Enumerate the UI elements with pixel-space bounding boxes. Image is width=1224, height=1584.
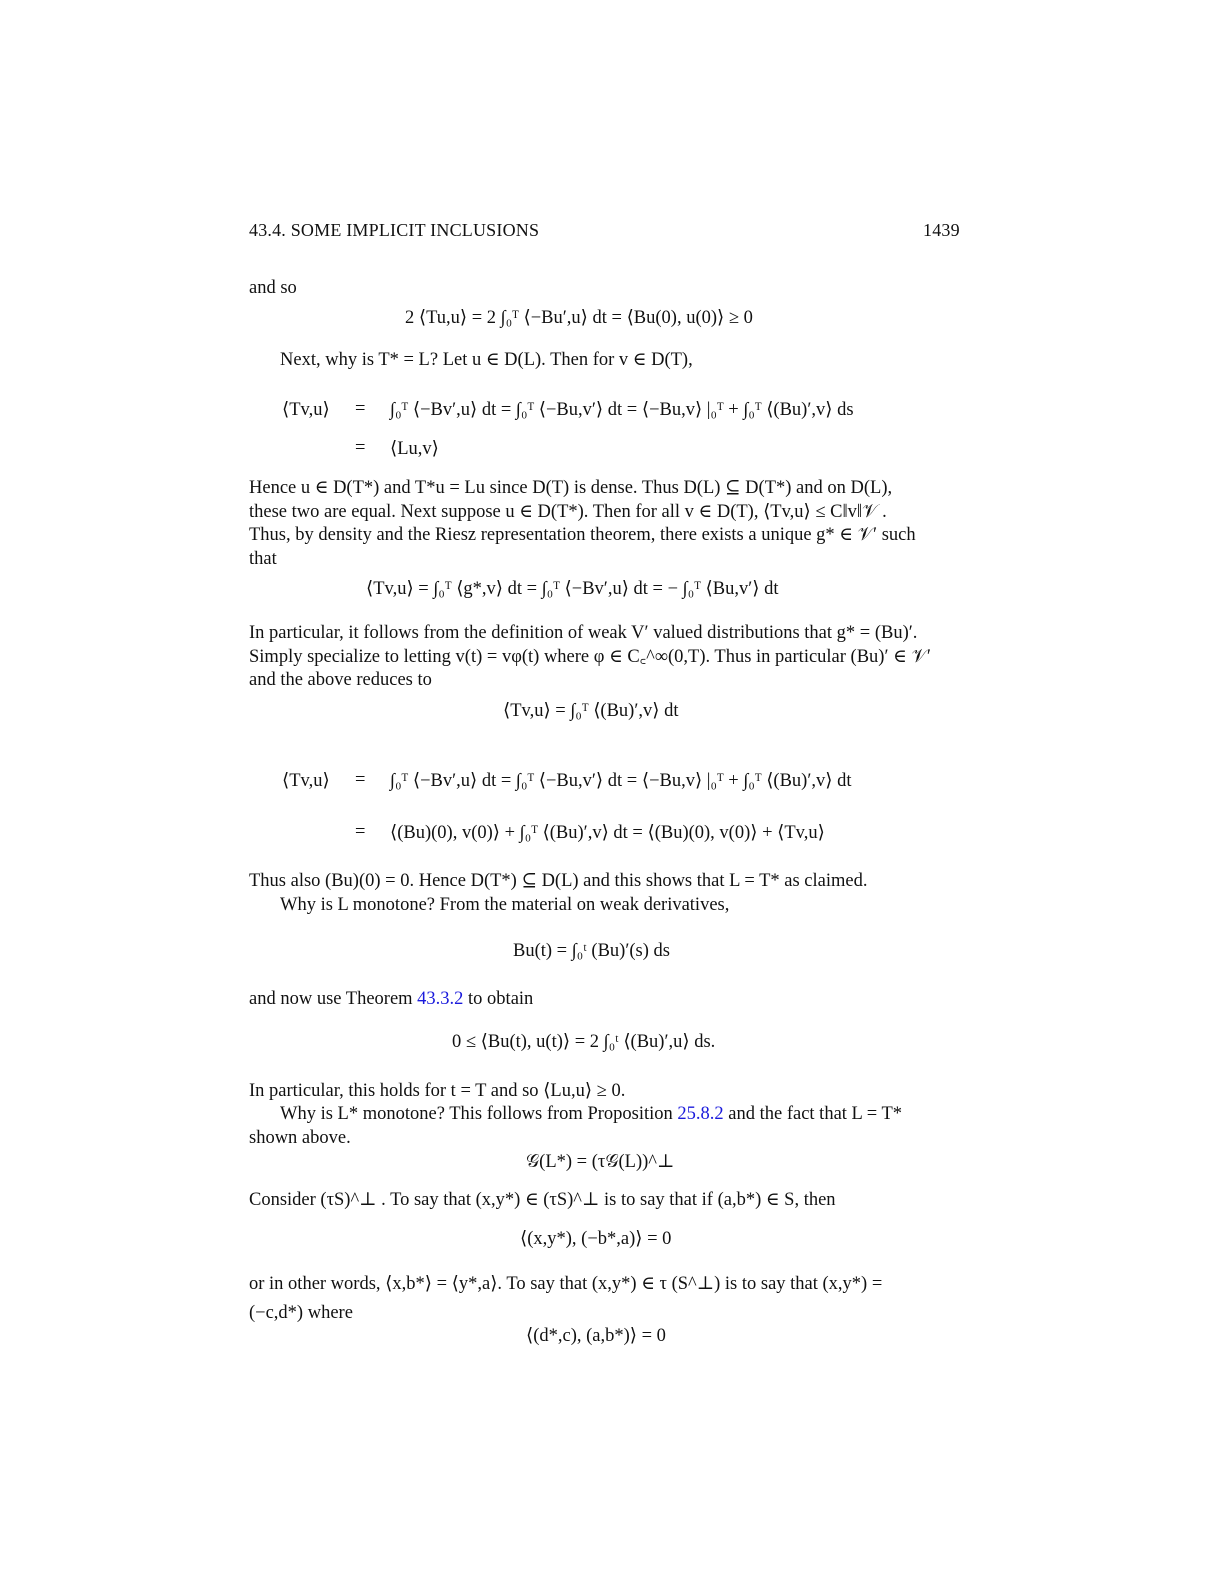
equation-5-rhs-2: ⟨(Bu)(0), v(0)⟩ + ∫₀ᵀ ⟨(Bu)′,v⟩ dt = ⟨(Bu)(0), v(0)⟩ + ⟨Tv,u⟩ (390, 823, 825, 843)
paragraph-why-L-monotone: Why is L monotone? From the material on weak derivatives, (280, 895, 730, 915)
equation-3: ⟨Tv,u⟩ = ∫₀ᵀ ⟨g*,v⟩ dt = ∫₀ᵀ ⟨−Bv′,u⟩ dt = − ∫₀ᵀ ⟨Bu,v′⟩ dt (366, 579, 779, 599)
paragraph-particular-line-2: Simply specialize to letting v(t) = vφ(t) where φ ∈ C꜀^∞(0,T). Thus in particular (Bu)′ ∈ 𝒱′ (249, 647, 931, 667)
equation-2-lhs: ⟨Tv,u⟩ (282, 400, 330, 420)
equation-5-rhs-1: ∫₀ᵀ ⟨−Bv′,u⟩ dt = ∫₀ᵀ ⟨−Bu,v′⟩ dt = ⟨−Bu,v⟩ |₀ᵀ + ∫₀ᵀ ⟨(Bu)′,v⟩ dt (390, 771, 852, 791)
equation-5-equals-1: = (355, 770, 366, 790)
paragraph-consider: Consider (τS)^⊥ . To say that (x,y*) ∈ (τS)^⊥ is to say that if (a,b*) ∈ S, then (249, 1190, 836, 1210)
paragraph-other-words-line-2: (−c,d*) where (249, 1303, 353, 1323)
paragraph-in-particular-holds: In particular, this holds for t = T and so ⟨Lu,u⟩ ≥ 0. (249, 1081, 626, 1101)
equation-4: ⟨Tv,u⟩ = ∫₀ᵀ ⟨(Bu)′,v⟩ dt (503, 701, 679, 721)
paragraph-why-Lstar (280, 1102, 902, 1126)
equation-1: 2 ⟨Tu,u⟩ = 2 ∫₀ᵀ ⟨−Bu′,u⟩ dt = ⟨Bu(0), u(0)⟩ ≥ 0 (405, 308, 753, 328)
equation-5-equals-2: = (355, 822, 366, 842)
page-number: 1439 (923, 220, 960, 240)
paragraph-hence-line-2: these two are equal. Next suppose u ∈ D(T*). Then for all v ∈ D(T), ⟨Tv,u⟩ ≤ C‖v‖𝒱 . (249, 502, 887, 522)
paragraph-and-so: and so (249, 278, 297, 298)
paragraph-now-use-text-2: to obtain (463, 989, 534, 1009)
paragraph-other-words-line-1: or in other words, ⟨x,b*⟩ = ⟨y*,a⟩. To say that (x,y*) ∈ τ (S^⊥) is to say that (x,y*) = (249, 1274, 883, 1294)
paragraph-particular-line-3: and the above reduces to (249, 670, 432, 690)
paragraph-next: Next, why is T* = L? Let u ∈ D(L). Then for v ∈ D(T), (280, 350, 693, 370)
paragraph-why-Lstar-text-2: and the fact that L = T* (723, 1104, 903, 1124)
paragraph-hence-line-4: that (249, 549, 277, 569)
proposition-link[interactable]: 25.8.2 (677, 1104, 724, 1124)
paragraph-now-use-text-1: and now use Theorem (249, 989, 418, 1009)
equation-9: ⟨(x,y*), (−b*,a)⟩ = 0 (520, 1229, 672, 1249)
equation-8: 𝒢(L*) = (τ𝒢(L))^⊥ (526, 1152, 675, 1172)
paragraph-why-Lstar-text-1: Why is L* monotone? This follows from Proposition (280, 1104, 678, 1124)
equation-10: ⟨(d*,c), (a,b*)⟩ = 0 (526, 1326, 666, 1346)
equation-5-lhs: ⟨Tv,u⟩ (282, 771, 330, 791)
theorem-link[interactable]: 43.3.2 (417, 989, 464, 1009)
equation-2-equals-1: = (355, 399, 366, 419)
equation-6: Bu(t) = ∫₀ᵗ (Bu)′(s) ds (513, 941, 670, 961)
running-header-section: 43.4. SOME IMPLICIT INCLUSIONS (249, 220, 540, 240)
paragraph-shown-above: shown above. (249, 1128, 351, 1148)
paragraph-hence-line-1: Hence u ∈ D(T*) and T*u = Lu since D(T) is dense. Thus D(L) ⊆ D(T*) and on D(L), (249, 478, 893, 498)
paragraph-particular-line-1: In particular, it follows from the definition of weak V′ valued distributions that g* = (Bu)′. (249, 623, 918, 643)
equation-2-rhs-1: ∫₀ᵀ ⟨−Bv′,u⟩ dt = ∫₀ᵀ ⟨−Bu,v′⟩ dt = ⟨−Bu,v⟩ |₀ᵀ + ∫₀ᵀ ⟨(Bu)′,v⟩ ds (390, 400, 854, 420)
equation-7: 0 ≤ ⟨Bu(t), u(t)⟩ = 2 ∫₀ᵗ ⟨(Bu)′,u⟩ ds. (452, 1032, 716, 1052)
paragraph-hence-line-3: Thus, by density and the Riesz representation theorem, there exists a unique g* ∈ 𝒱′ such (249, 525, 916, 545)
equation-2-equals-2: = (355, 438, 366, 458)
paragraph-now-use (249, 987, 533, 1011)
equation-2-rhs-2: ⟨Lu,v⟩ (390, 439, 439, 459)
paragraph-thus-also: Thus also (Bu)(0) = 0. Hence D(T*) ⊆ D(L) and this shows that L = T* as claimed. (249, 871, 868, 891)
